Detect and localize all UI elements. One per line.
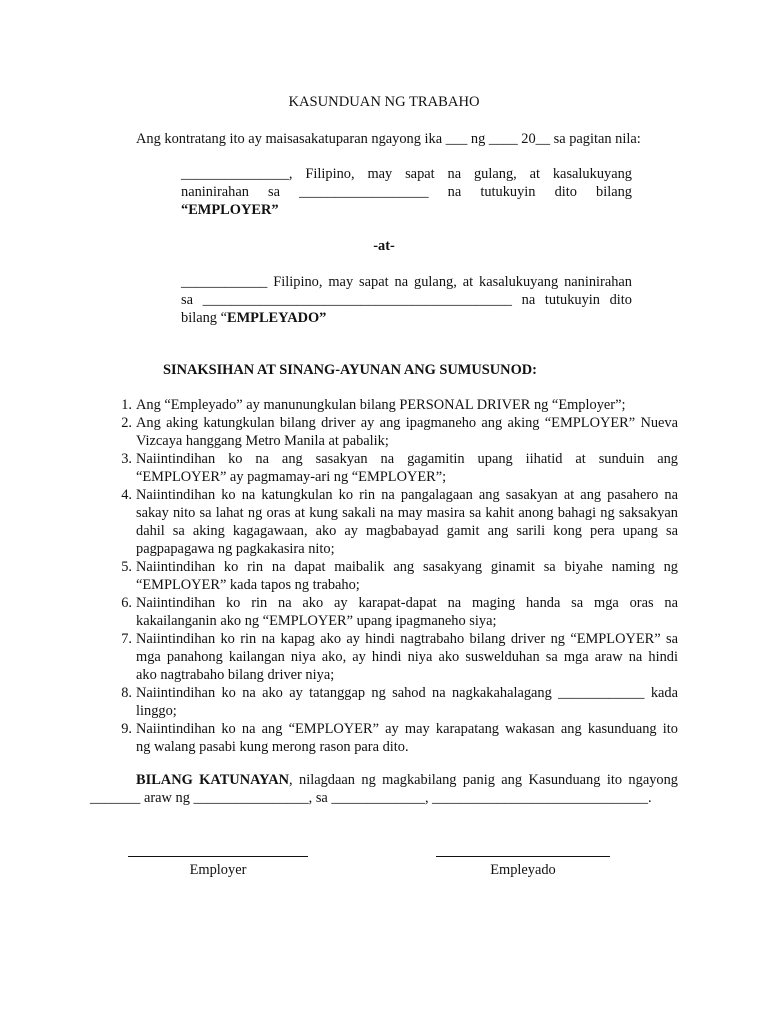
intro-line: Ang kontratang ito ay maisasakatuparan ngayong ika ___ ng ____ 20__ sa pagitan nila: [136, 131, 641, 147]
clause-line: Naiintindihan ko na katungkulan ko rin na pangalagaan ang sasakyan at ang pasahero na [136, 487, 678, 503]
clause-number: 9. [121, 721, 132, 737]
clause-line: Naiintindihan ko rin na ako ay karapat-dapat na maging handa sa mga oras na [136, 595, 678, 611]
clause-line: Ang “Empleyado” ay manunungkulan bilang PERSONAL DRIVER ng “Employer”; [136, 397, 626, 413]
clause-item [96, 630, 678, 684]
clause-number: 2. [121, 415, 132, 431]
clause-line: sakay nito sa lahat ng oras at kung sakali na may masira sa kahit anong bahagi ng saksakyan [136, 505, 678, 521]
clause-line: Naiintindihan ko na ang sasakyan na gagamitin upang iihatid at sunduin ang [136, 451, 678, 467]
separator-text: -at- [373, 238, 395, 254]
witness-line: _______ araw ng ________________, sa _____________, ______________________________. [90, 790, 652, 806]
employer-signature-label: Employer [189, 862, 247, 878]
party-employer-line: _______________, Filipino, may sapat na gulang, at kasalukuyang [181, 166, 632, 182]
witness-paragraph [90, 771, 678, 807]
clause-number: 1. [121, 397, 132, 413]
clause-item [96, 414, 678, 450]
clause-number: 3. [121, 451, 132, 467]
clause-line: “EMPLOYER” kada tapos ng trabaho; [136, 577, 360, 593]
party-employee-line: ____________ Filipino, may sapat na gulang, at kasalukuyang naninirahan [181, 274, 632, 290]
clauses-heading [163, 361, 537, 379]
clause-line: dahil sa aking kagagawaan, ako ay magbabayad gamit ang sarili kong pera upang sa [136, 523, 678, 539]
party-employee-line: sa ___________________________________________ na tutukuyin dito [181, 292, 632, 308]
clause-line: pagpapagawa ng pagkakasira nito; [136, 541, 335, 557]
clause-number: 7. [121, 631, 132, 647]
document-title: KASUNDUAN NG TRABAHO [288, 94, 480, 110]
party-employee-line [181, 309, 632, 327]
clause-number: 5. [121, 559, 132, 575]
employer-label: “EMPLOYER” [181, 202, 279, 218]
clause-line: mga panahong kailangan niya ako, ay hindi niya ako suswelduhan sa mga araw na hindi [136, 649, 678, 665]
clause-line: Naiintindihan ko rin na dapat maibalik ang sasakyang ginamit sa biyahe naming ng [136, 559, 678, 575]
clauses-list [96, 396, 678, 756]
clause-item [96, 720, 678, 756]
party-separator [0, 237, 768, 255]
clause-line: Naiintindihan ko na ako ay tatanggap ng sahod na nagkakahalagang ____________ kada [136, 685, 678, 701]
employer-signature-line [128, 856, 308, 857]
clause-line: Vizcaya hanggang Metro Manila at pabalik; [136, 433, 389, 449]
clause-line: linggo; [136, 703, 177, 719]
employee-signature-label: Empleyado [490, 862, 556, 878]
party-employee-block [181, 273, 632, 327]
clause-item [96, 396, 678, 414]
employee-signature-line [436, 856, 610, 857]
clause-line: Naiintindihan ko na ang “EMPLOYER” ay may karapatang wakasan ang kasunduang ito [136, 721, 678, 737]
clause-item [96, 684, 678, 720]
party-employer-line: naninirahan sa __________________ na tutukuyin dito bilang [181, 184, 632, 200]
clause-item [96, 450, 678, 486]
clauses-heading-text: SINAKSIHAN AT SINANG-AYUNAN ANG SUMUSUNOD: [163, 362, 537, 378]
clause-number: 6. [121, 595, 132, 611]
clause-line: kakailanganin ako ng “EMPLOYER” upang ipagmaneho siya; [136, 613, 497, 629]
clause-line: Ang aking katungkulan bilang driver ay ang ipagmaneho ang aking “EMPLOYER” Nueva [136, 415, 678, 431]
clause-item [96, 486, 678, 558]
witness-line [90, 771, 678, 789]
clause-line: Naiintindihan ko rin na kapag ako ay hindi nagtrabaho bilang driver ng “EMPLOYER” sa [136, 631, 678, 647]
witness-bold: BILANG KATUNAYAN [136, 772, 290, 788]
clause-line: “EMPLOYER” ay pagmamay-ari ng “EMPLOYER”; [136, 469, 447, 485]
party-employer-line [181, 201, 632, 219]
clause-line: ako nagtrabaho bilang driver niya; [136, 667, 335, 683]
employee-label: EMPLEYADO” [226, 310, 327, 326]
party-employer-block [181, 165, 632, 219]
clause-item [96, 558, 678, 594]
employee-label-prefix: bilang “ [181, 310, 227, 326]
clause-item [96, 594, 678, 630]
witness-text: , nilagdaan ng magkabilang panig ang Kasunduang ito ngayong [289, 772, 678, 788]
clause-number: 8. [121, 685, 132, 701]
clause-number: 4. [121, 487, 132, 503]
clause-line: ng walang pasabi kung merong rason para dito. [136, 739, 409, 755]
